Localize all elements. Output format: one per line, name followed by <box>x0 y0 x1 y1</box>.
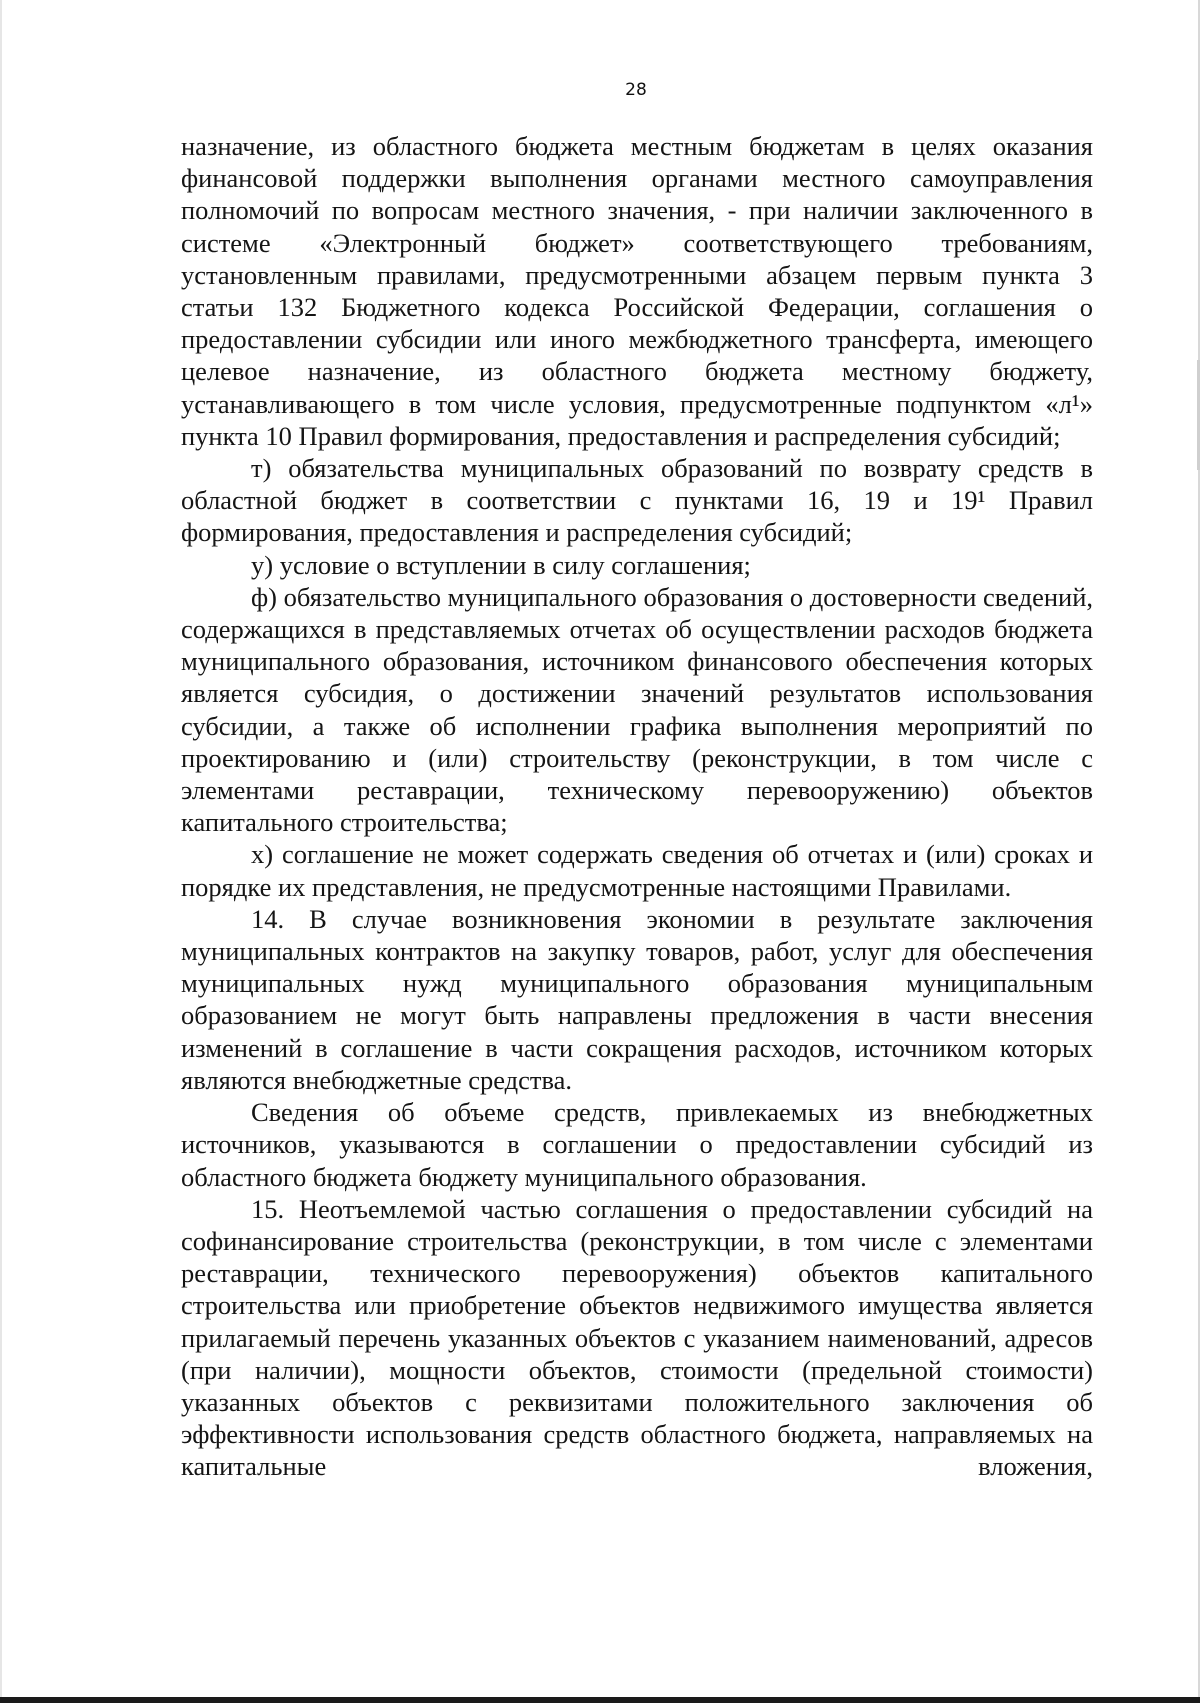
scan-bottom-edge <box>0 1697 1200 1703</box>
paragraph-item-t: т) обязательства муниципальных образований по возврату средств в областной бюджет в соответствии с пунктами 16, 19 и 19¹ Правил формирования, предоставления и распределения субсидий; <box>181 453 1093 548</box>
paragraph-continuation: назначение, из областного бюджета местным бюджетам в целях оказания финансовой поддержки выполнения органами местного самоуправления полномочий по вопросам местного значения, - при наличии заключенного в системе «Электронный бюджет» соответствующего требованиям, установленным правилами, предусмотренными абзацем первым пункта 3 статьи 132 Бюджетного кодекса Российской Федерации, соглашения о предоставлении субсидии или иного межбюджетного трансферта, имеющего целевое назначение, из областного бюджета местному бюджету, устанавливающего в том числе условия, предусмотренные подпунктом «л¹» пункта 10 Правил формирования, предоставления и распределения субсидий; <box>181 131 1093 451</box>
paragraph-section-14: 14. В случае возникновения экономии в результате заключения муниципальных контрактов на закупку товаров, работ, услуг для обеспечения муниципальных нужд муниципального образования муниципальным образованием не могут быть направлены предложения в части внесения изменений в соглашение в части сокращения расходов, источником которых являются внебюджетные средства. <box>181 903 1093 1095</box>
page-number: 28 <box>625 80 647 100</box>
paragraph-item-u: у) условие о вступлении в силу соглашения; <box>251 549 751 580</box>
scan-edge-left <box>0 0 2 1697</box>
paragraph-item-kh: х) соглашение не может содержать сведения об отчетах и (или) сроках и порядке их представления, не предусмотренные настоящими Правилами. <box>181 839 1093 902</box>
paragraph-section-15: 15. Неотъемлемой частью соглашения о предоставлении субсидий на софинансирование строительства (реконструкции, в том числе с элементами реставрации, технического перевооружения) объектов капитального строительства или приобретение объектов недвижимого имущества является прилагаемый перечень указанных объектов с указанием наименований, адресов (при наличии), мощности объектов, стоимости (предельной стоимости) указанных объектов с реквизитами положительного заключения об эффективности использования средств областного бюджета, направляемых на капитальные вложения, <box>181 1193 1093 1482</box>
paragraph-extrabudgetary-info: Сведения об объеме средств, привлекаемых из внебюджетных источников, указываются в соглашении о предоставлении субсидий из областного бюджета бюджету муниципального образования. <box>181 1097 1093 1192</box>
document-body <box>181 130 1093 1483</box>
paragraph-item-f: ф) обязательство муниципального образования о достоверности сведений, содержащихся в представляемых отчетах об осуществлении расходов бюджета муниципального образования, источником финансового обеспечения которых является субсидия, о достижении значений результатов использования субсидии, а также об исполнении графика выполнения мероприятий по проектированию и (или) строительству (реконструкции, в том числе с элементами реставрации, техническому перевооружению) объектов капитального строительства; <box>181 581 1093 838</box>
